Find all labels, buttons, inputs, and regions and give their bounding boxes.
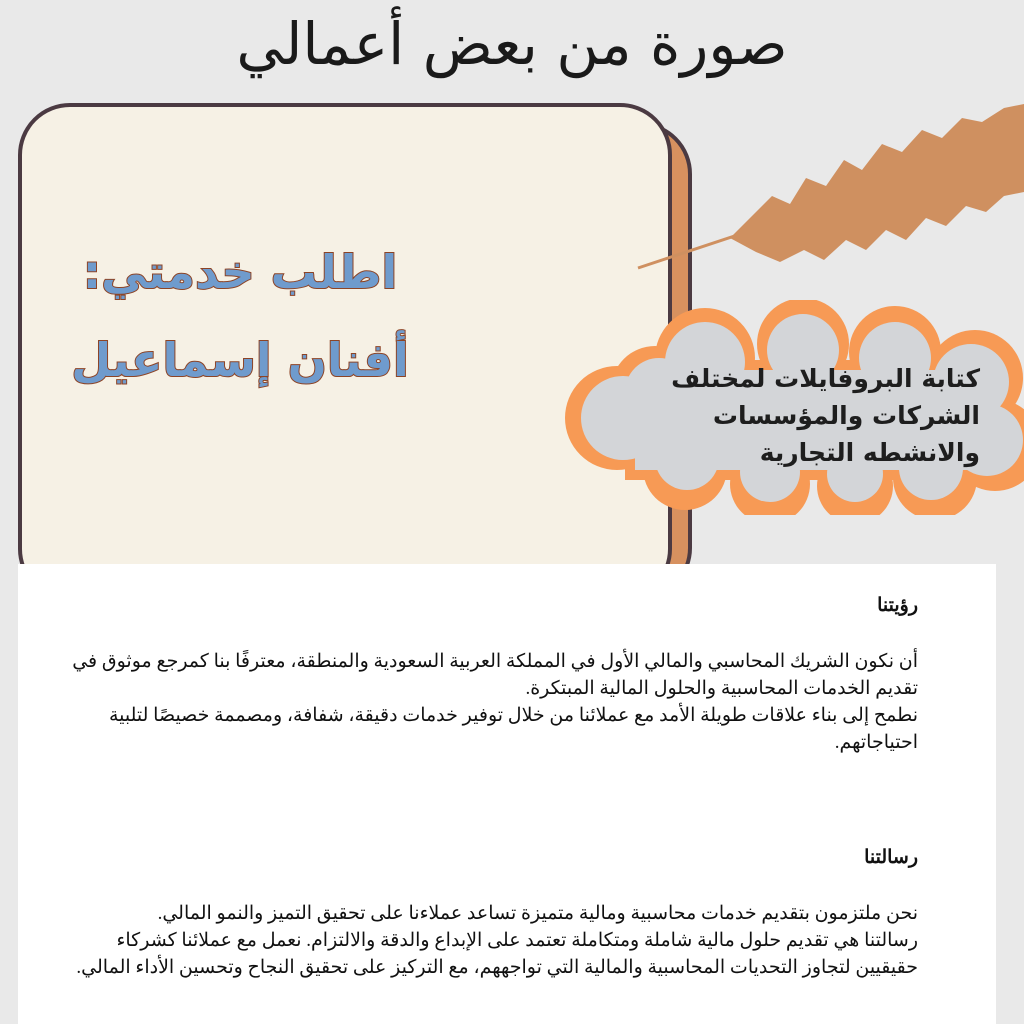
feather-icon (620, 100, 1024, 300)
page-title: صورة من بعض أعمالي (236, 10, 788, 78)
vision-paragraph: نطمح إلى بناء علاقات طويلة الأمد مع عملائنا من خلال توفير خدمات دقيقة، شفافة، ومصممة خصيصًا لتلبية احتياجاتهم. (108, 705, 918, 753)
mission-heading: رسالتنا (864, 847, 918, 868)
vision-paragraph: أن نكون الشريك المحاسبي والمالي الأول في المملكة العربية السعودية والمنطقة، معترفًا بنا كمرجع موثوق في تقديم الخدمات المحاسبية والحلول المالية المبتكرة. (72, 651, 918, 699)
card-heading (60, 228, 420, 404)
vision-body (58, 648, 918, 756)
card-heading-line2: أفنان إسماعيل (71, 333, 409, 387)
mission-body (58, 900, 918, 981)
mission-paragraph: نحن ملتزمون بتقديم خدمات محاسبية ومالية متميزة تساعد عملاءنا على تحقيق التميز والنمو المالي. (157, 903, 918, 924)
card-heading-line1: اطلب خدمتي: (82, 245, 398, 299)
content-panel (18, 564, 996, 1024)
vision-heading: رؤيتنا (877, 595, 918, 616)
cloud-line: كتابة البروفايلات لمختلف (671, 364, 980, 393)
cloud-line: الشركات والمؤسسات (712, 401, 980, 430)
cloud-text (620, 360, 980, 471)
mission-paragraph: رسالتنا هي تقديم حلول مالية شاملة ومتكاملة تعتمد على الإبداع والدقة والالتزام. نعمل مع عملائنا كشركاء حقيقيين لتجاوز التحديات المحاسبية والمالية التي تواجههم، مع التركيز على تحقيق النجاح وتحسين الأداء المالي. (76, 930, 918, 978)
cloud-line: والانشطه التجارية (759, 438, 980, 467)
